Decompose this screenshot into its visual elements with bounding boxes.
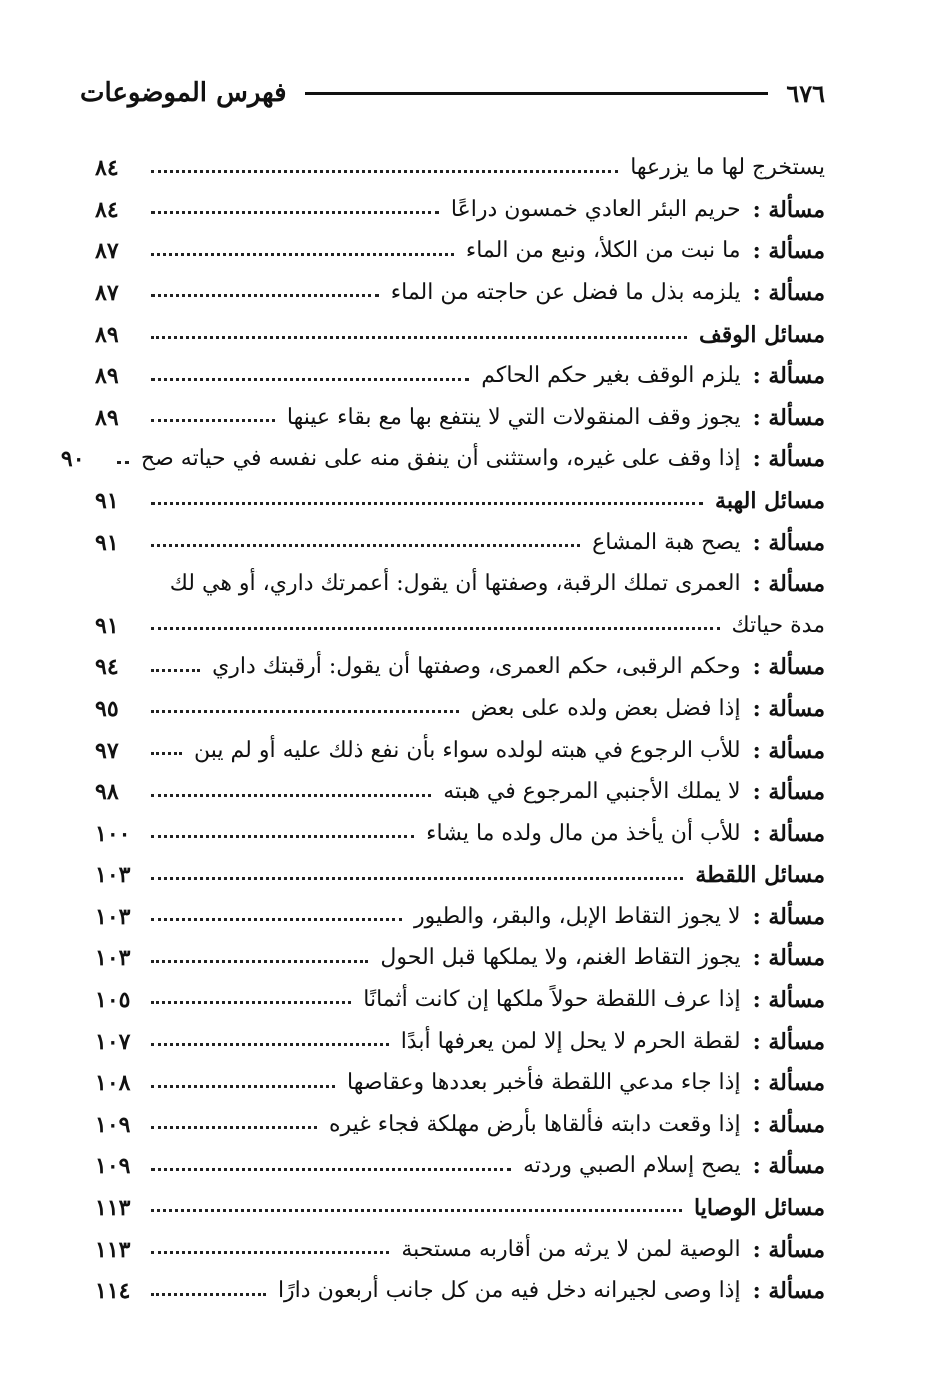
- entry-label: مسألة :: [752, 1153, 825, 1180]
- entry-page-number: ٩٨: [95, 779, 119, 806]
- page-number: ٦٧٦: [786, 78, 825, 108]
- dot-leader: [151, 1085, 335, 1088]
- toc-entry: [95, 1263, 825, 1305]
- entry-page-number: ١٠٩: [95, 1153, 131, 1180]
- entry-title: يلزمه بذل ما فضل عن حاجته من الماء: [390, 279, 741, 305]
- dot-leader: [151, 835, 414, 838]
- toc-entry: [95, 764, 825, 806]
- toc-entry: [95, 1221, 825, 1263]
- dot-leader: [151, 710, 459, 713]
- entry-label: مسألة :: [752, 779, 825, 806]
- entry-title: الوصية لمن لا يرثه من أقاربه مستحبة: [401, 1236, 741, 1262]
- entry-label: مسألة :: [752, 446, 825, 473]
- toc-section-heading: [95, 847, 825, 889]
- toc-entry: [95, 1097, 825, 1139]
- entry-label: مسألة :: [752, 737, 825, 764]
- entry-page-number: ٩١: [95, 529, 119, 556]
- dot-leader: [151, 1043, 389, 1046]
- dot-leader: [151, 1001, 351, 1004]
- entry-page-number: ٩١: [95, 487, 119, 514]
- entry-title: العمرى تملك الرقبة، وصفتها أن يقول: أعمرتك داري، أو هي لك: [169, 571, 741, 597]
- entry-page-number: ٩١: [95, 612, 119, 639]
- entry-label: مسألة :: [752, 987, 825, 1014]
- entry-label: مسألة :: [752, 363, 825, 390]
- entry-page-number: ١٠٩: [95, 1111, 131, 1138]
- entry-title: يلزم الوقف بغير حكم الحاكم: [481, 363, 741, 389]
- dot-leader: [151, 1293, 266, 1296]
- entry-label: مسألة :: [752, 571, 825, 598]
- entry-page-number: ٩٧: [95, 737, 119, 764]
- entry-page-number: ٨٩: [95, 404, 119, 431]
- dot-leader: [151, 294, 379, 297]
- toc-section-heading: [95, 306, 825, 348]
- entry-title: إذا جاء مدعي اللقطة فأخبر بعددها وعقاصها: [347, 1070, 741, 1096]
- entry-title: مدة حياتك: [731, 612, 825, 638]
- dot-leader: [117, 461, 129, 464]
- entry-page-number: ١٠٥: [95, 987, 131, 1014]
- entry-title: يجوز وقف المنقولات التي لا ينتفع بها مع بقاء عينها: [286, 404, 741, 430]
- entry-title: يجوز التقاط الغنم، ولا يملكها قبل الحول: [380, 945, 741, 971]
- section-title: مسائل اللقطة: [695, 862, 825, 889]
- toc-entry: [95, 265, 825, 307]
- toc-entry: [95, 1138, 825, 1180]
- toc-entry: [95, 681, 825, 723]
- toc-entry: [95, 1013, 825, 1055]
- section-title: مسائل الهبة: [715, 487, 825, 514]
- toc-entry: [95, 556, 825, 598]
- entry-title: لقطة الحرم لا يحل إلا لمن يعرفها أبدًا: [400, 1028, 741, 1054]
- toc-entry: [95, 348, 825, 390]
- entry-label: مسألة :: [752, 1111, 825, 1138]
- entry-page-number: ٩٥: [95, 695, 119, 722]
- entry-title: لا يجوز التقاط الإبل، والبقر، والطيور: [414, 903, 741, 929]
- entry-label: مسألة :: [752, 654, 825, 681]
- section-title: مسائل الوصايا: [694, 1195, 825, 1222]
- toc-entry: [95, 972, 825, 1014]
- entry-title: وحكم الرقبى، حكم العمرى، وصفتها أن يقول: أرقبتك داري: [212, 654, 741, 680]
- toc-entry: [95, 889, 825, 931]
- entry-page-number: ١١٣: [95, 1195, 131, 1222]
- entry-label: مسألة :: [752, 238, 825, 265]
- dot-leader: [151, 378, 469, 381]
- toc-entry: [95, 806, 825, 848]
- entry-label: مسألة :: [752, 279, 825, 306]
- dot-leader: [151, 627, 720, 630]
- entry-page-number: ١٠٧: [95, 1028, 131, 1055]
- entry-page-number: ١٠٠: [95, 820, 131, 847]
- toc-section-heading: [95, 1180, 825, 1222]
- running-title: فهرس الموضوعات: [80, 78, 287, 108]
- entry-page-number: ٨٩: [95, 363, 119, 390]
- entry-label: مسألة :: [752, 529, 825, 556]
- dot-leader: [151, 170, 618, 173]
- toc-section-heading: [95, 473, 825, 515]
- entry-page-number: ٨٧: [95, 238, 119, 265]
- table-of-contents: [60, 140, 825, 1305]
- entry-title: إذا وقف على غيره، واستثنى أن ينفق منه على نفسه في حياته صح: [140, 446, 741, 472]
- entry-title: إذا فضل بعض ولده على بعض: [470, 695, 741, 721]
- dot-leader: [151, 1209, 682, 1212]
- toc-entry: [95, 223, 825, 265]
- entry-page-number: ٨٩: [95, 321, 119, 348]
- entry-label: مسألة :: [752, 1028, 825, 1055]
- entry-title: للأب أن يأخذ من مال ولده ما يشاء: [426, 820, 741, 846]
- entry-label: مسألة :: [752, 404, 825, 431]
- entry-title: ما نبت من الكلأ، ونبع من الماء: [465, 238, 741, 264]
- header-rule: [305, 92, 769, 95]
- entry-title: حريم البئر العادي خمسون دراعًا: [450, 196, 741, 222]
- toc-entry: [95, 598, 825, 640]
- dot-leader: [151, 794, 431, 797]
- dot-leader: [151, 960, 368, 963]
- entry-label: مسألة :: [752, 820, 825, 847]
- entry-page-number: ١٠٣: [95, 862, 131, 889]
- dot-leader: [151, 752, 182, 755]
- toc-entry: [95, 514, 825, 556]
- toc-entry: [95, 1055, 825, 1097]
- dot-leader: [151, 419, 275, 422]
- dot-leader: [151, 544, 580, 547]
- entry-page-number: ٨٤: [95, 196, 119, 223]
- toc-entry: [95, 722, 825, 764]
- entry-label: مسألة :: [752, 196, 825, 223]
- entry-label: مسألة :: [752, 903, 825, 930]
- entry-page-number: ١٠٨: [95, 1070, 131, 1097]
- entry-page-number: ٨٧: [95, 279, 119, 306]
- entry-title: يصح هبة المشاع: [592, 529, 741, 555]
- dot-leader: [151, 1168, 511, 1171]
- toc-entry: [60, 431, 825, 473]
- toc-entry: [95, 140, 825, 182]
- toc-entry: [95, 930, 825, 972]
- entry-title: إذا عرف اللقطة حولاً ملكها إن كانت أثمانًا: [363, 987, 741, 1013]
- running-header: [80, 70, 825, 116]
- entry-label: مسألة :: [752, 1236, 825, 1263]
- toc-entry: [95, 390, 825, 432]
- entry-title: للأب الرجوع في هبته لولده سواء بأن نفع ذلك عليه أو لم يبن: [194, 737, 741, 763]
- dot-leader: [151, 1251, 389, 1254]
- entry-title: إذا وقعت دابته فألقاها بأرض مهلكة فجاء غيره: [328, 1111, 741, 1137]
- entry-page-number: ٩٤: [95, 654, 119, 681]
- dot-leader: [151, 211, 439, 214]
- toc-entry: [95, 182, 825, 224]
- dot-leader: [151, 669, 200, 672]
- entry-page-number: ١١٤: [95, 1278, 131, 1305]
- toc-entry: [95, 639, 825, 681]
- entry-title: يصح إسلام الصبي وردته: [523, 1153, 741, 1179]
- entry-page-number: ٨٤: [95, 155, 119, 182]
- entry-title: لا يملك الأجنبي المرجوع في هبته: [443, 779, 741, 805]
- entry-label: مسألة :: [752, 945, 825, 972]
- entry-title: يستخرج لها ما يزرعها: [630, 155, 825, 181]
- dot-leader: [151, 253, 454, 256]
- entry-label: مسألة :: [752, 1070, 825, 1097]
- dot-leader: [151, 877, 683, 880]
- entry-title: إذا وصى لجيرانه دخل فيه من كل جانب أربعون دارًا: [277, 1278, 741, 1304]
- entry-page-number: ١١٣: [95, 1236, 131, 1263]
- dot-leader: [151, 1126, 317, 1129]
- section-title: مسائل الوقف: [698, 321, 825, 348]
- entry-label: مسألة :: [752, 1278, 825, 1305]
- entry-label: مسألة :: [752, 695, 825, 722]
- entry-page-number: ١٠٣: [95, 903, 131, 930]
- dot-leader: [151, 918, 402, 921]
- entry-page-number: ١٠٣: [95, 945, 131, 972]
- dot-leader: [151, 336, 687, 339]
- dot-leader: [151, 502, 703, 505]
- entry-page-number: ٩٠: [60, 446, 85, 473]
